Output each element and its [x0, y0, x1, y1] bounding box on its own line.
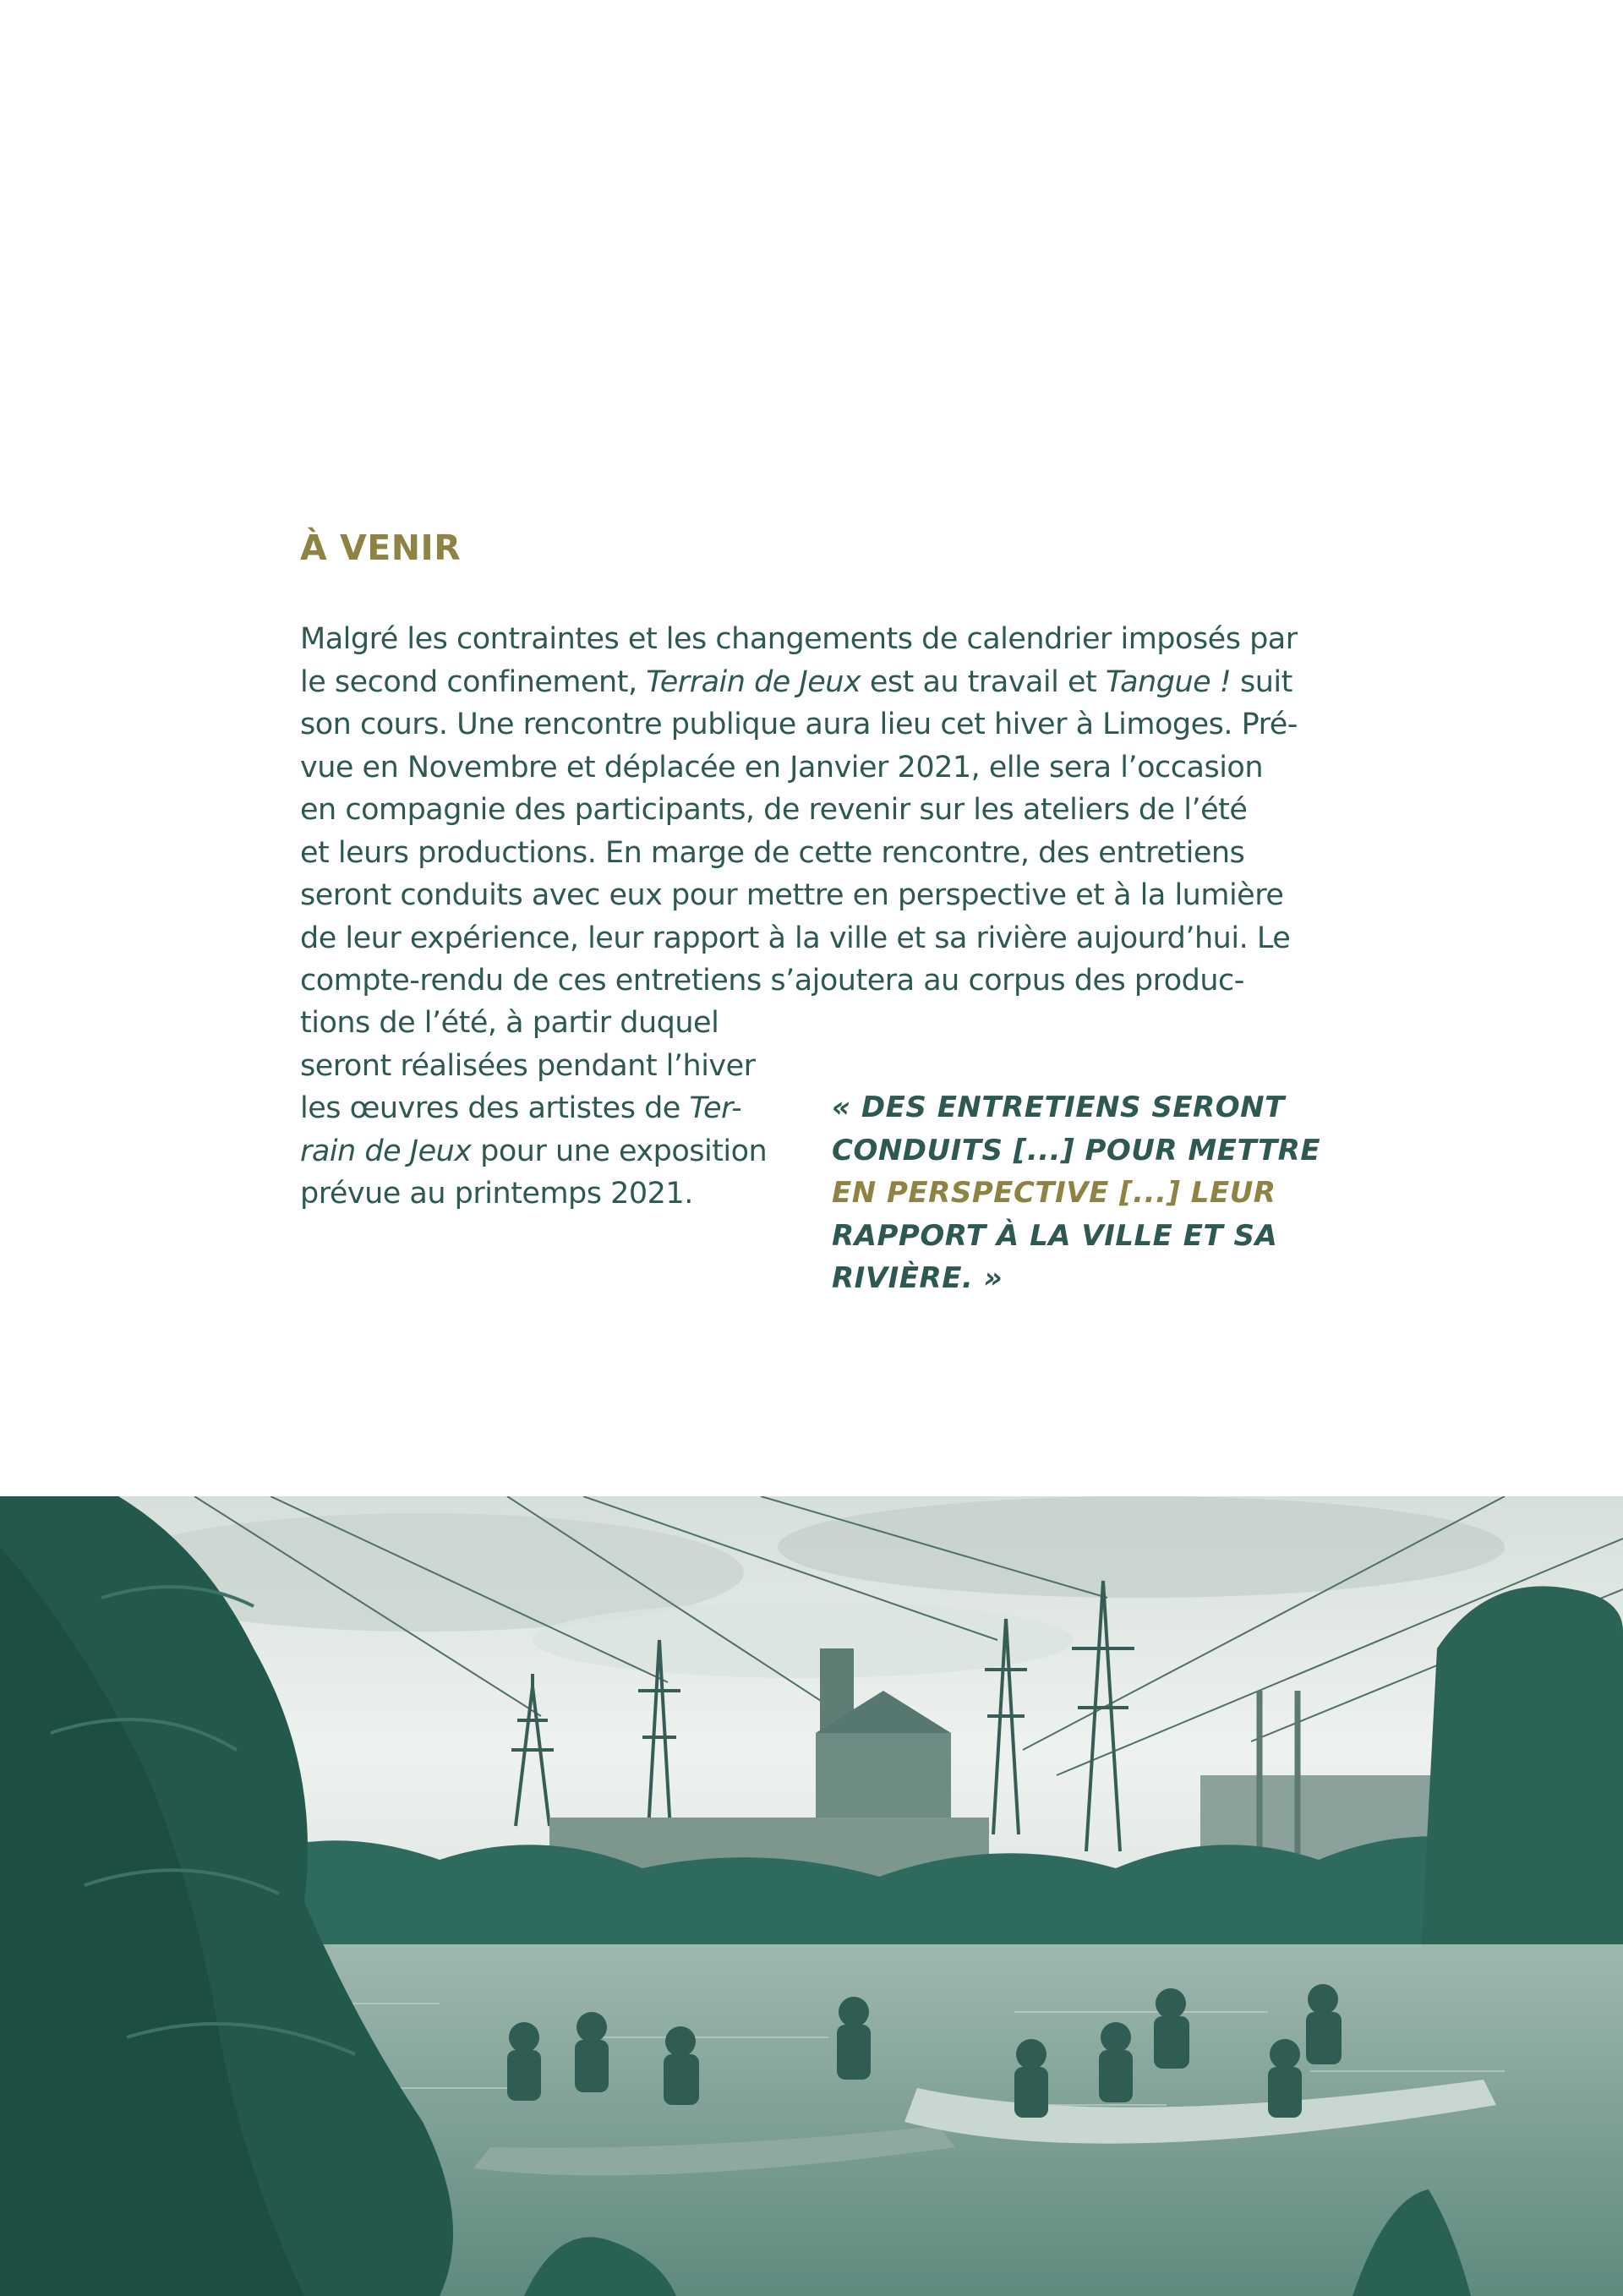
- body-line: vue en Novembre et déplacée en Janvier 2021, elle sera l’occasion: [300, 750, 1264, 784]
- title-terrain-de-jeux: rain de Jeux: [300, 1134, 472, 1168]
- title-tangue: Tangue !: [1105, 664, 1232, 699]
- pull-quote: [832, 1086, 1320, 1300]
- body-line: les œuvres des artistes de Ter-: [300, 1091, 742, 1125]
- body-line: de leur expérience, leur rapport à la ville et sa rivière aujourd’hui. Le: [300, 921, 1291, 955]
- body-line: prévue au printemps 2021.: [300, 1177, 693, 1211]
- body-line: rain de Jeux pour une exposition: [300, 1134, 768, 1168]
- body-line: seront réalisées pendant l’hiver: [300, 1048, 756, 1083]
- body-line: son cours. Une rencontre publique aura lieu cet hiver à Limoges. Pré-: [300, 708, 1298, 741]
- body-line: compte-rendu de ces entretiens s’ajoutera au corpus des produc-: [300, 964, 1244, 998]
- pull-quote-line: RIVIÈRE. »: [832, 1261, 1003, 1295]
- pull-quote-line: EN PERSPECTIVE [...] LEUR: [832, 1176, 1276, 1210]
- section-title: À VENIR: [300, 528, 462, 568]
- river-photo: [0, 1496, 1623, 2296]
- body-line: et leurs productions. En marge de cette rencontre, des entretiens: [300, 835, 1245, 870]
- body-paragraph: [300, 618, 1336, 1003]
- pull-quote-line: RAPPORT À LA VILLE ET SA: [832, 1218, 1278, 1253]
- body-line: tions de l’été, à partir duquel: [300, 1006, 719, 1040]
- body-line: en compagnie des participants, de revenir sur les ateliers de l’été: [300, 793, 1248, 827]
- pull-quote-line: CONDUITS [...] POUR METTRE: [832, 1133, 1321, 1167]
- body-line: le second confinement, Terrain de Jeux est au travail et Tangue ! suit: [300, 664, 1292, 699]
- title-terrain-de-jeux: Terrain de Jeux: [646, 664, 861, 699]
- body-line: Malgré les contraintes et les changements de calendrier imposés par: [300, 622, 1298, 656]
- body-paragraph-column: [300, 1002, 773, 1216]
- pull-quote-line: « DES ENTRETIENS SERONT: [832, 1091, 1285, 1124]
- body-line: seront conduits avec eux pour mettre en perspective et à la lumière: [300, 878, 1284, 912]
